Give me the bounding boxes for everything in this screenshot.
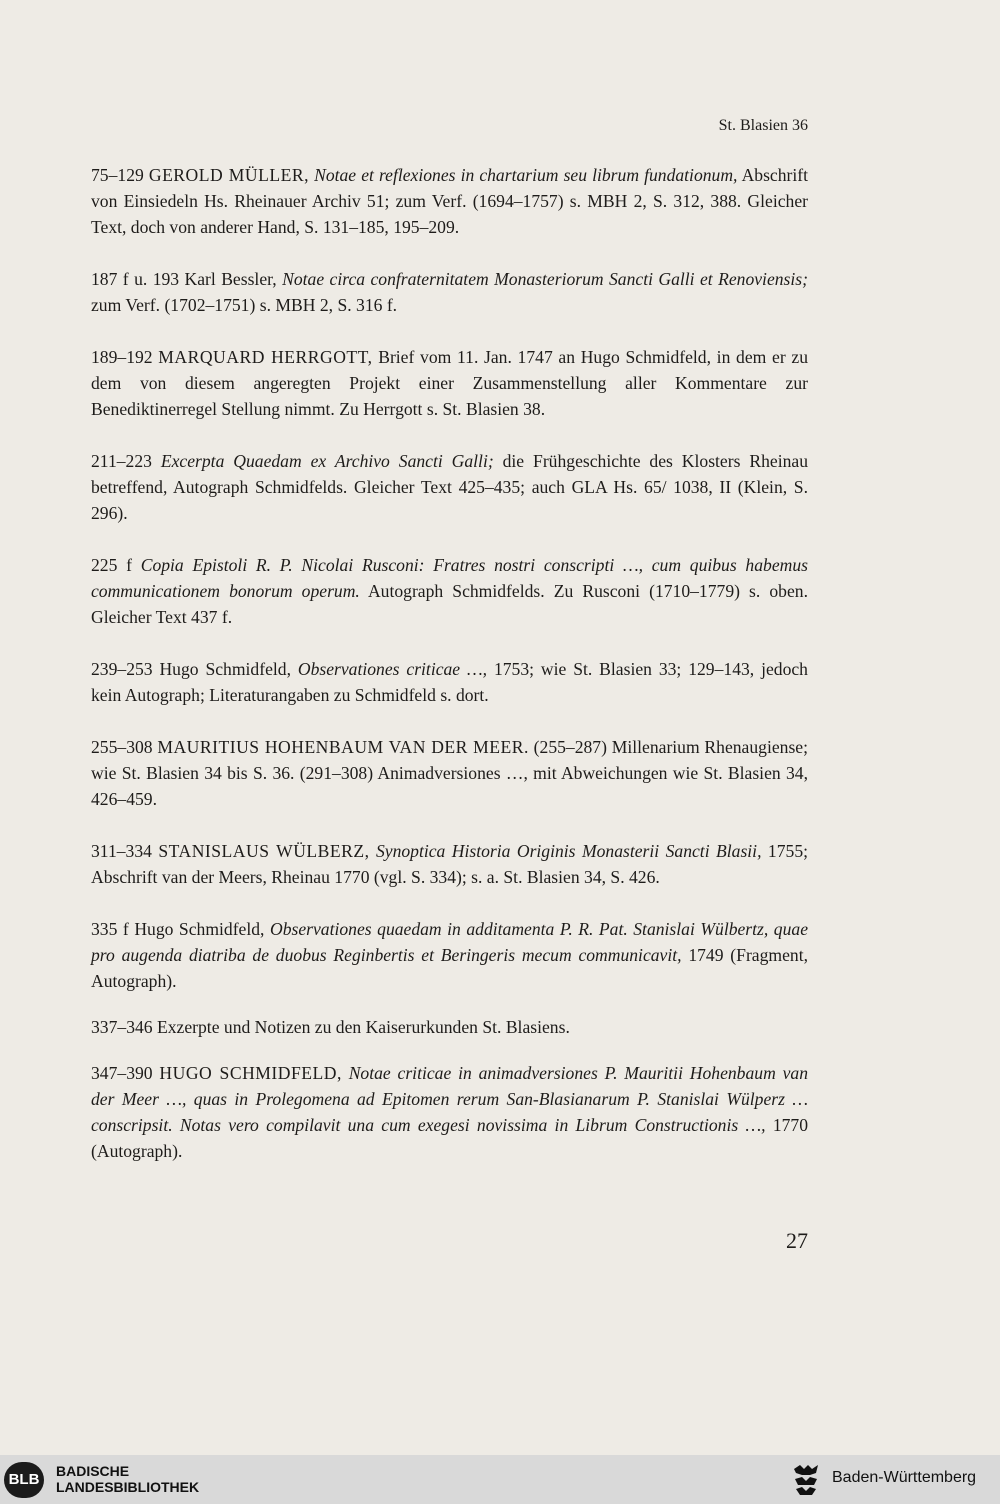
entry-pages: 239–253	[91, 659, 153, 679]
entry-text: 1755; Abschrift van der Meers, Rheinau 1770 (vgl. S. 334); s. a. St. Blasien 34, S. 426.	[91, 841, 808, 887]
state-name[interactable]: Baden-Württemberg	[832, 1469, 977, 1486]
entry-title: Notae criticae in animadversiones P. Mauritii Hohenbaum van der Meer …, quas in Prolegomena ad Epitomen rerum San-Blasianarum P. Stanislai Wülperz … conscripsit. Notas vero compilavit una cum exegesi novissima in Librum Constructionis …,	[91, 1063, 808, 1135]
entry-title: Copia Epistoli R. P. Nicolai Rusconi: Fratres nostri conscripti …, cum quibus habemus communicationem bonorum operum.	[91, 555, 808, 601]
entry-text: Exzerpte und Notizen zu den Kaiserurkunden St. Blasiens.	[156, 1017, 570, 1037]
entry-author: Hugo Schmidfeld,	[134, 919, 265, 939]
entry-text: Abschrift von Einsiedeln Hs. Rheinauer Archiv 51; zum Verf. (1694–1757) s. MBH 2, S. 312, 388. Gleicher Text, doch von anderer Hand, S. 131–185, 195–209.	[91, 165, 809, 237]
entry-author: MAURITIUS HOHENBAUM VAN DER MEER.	[157, 737, 529, 757]
entry-title: Notae et reflexiones in chartarium seu librum fundationum,	[314, 165, 738, 185]
entry-author: HUGO SCHMIDFELD,	[159, 1063, 342, 1083]
entry-list	[91, 162, 808, 1164]
entry	[91, 916, 808, 994]
entry-text: 1753; wie St. Blasien 33; 129–143, jedoch kein Autograph; Literaturangaben zu Schmidfeld s. dort.	[91, 659, 808, 705]
entry-pages: 347–390	[91, 1063, 153, 1083]
entry-title: Notae circa confraternitatem Monasteriorum Sancti Galli et Renoviensis;	[282, 269, 808, 289]
entry-author: MARQUARD HERRGOTT,	[158, 347, 373, 367]
entry	[91, 552, 808, 630]
entry-pages: 187 f u. 193	[91, 269, 180, 289]
entry-text: Autograph Schmidfelds. Zu Rusconi (1710–1779) s. oben. Gleicher Text 437 f.	[91, 581, 808, 627]
entry-pages: 75–129	[91, 165, 144, 185]
blb-logo[interactable]: BLB	[4, 1462, 44, 1498]
page-number: 27	[786, 1228, 808, 1253]
library-name-line2: LANDESBIBLIOTHEK	[56, 1479, 200, 1495]
entry-pages: 335 f	[91, 919, 129, 939]
library-name[interactable]	[56, 1463, 199, 1495]
entry-pages: 255–308	[91, 737, 153, 757]
entry-title: Excerpta Quaedam ex Archivo Sancti Galli;	[160, 451, 494, 471]
running-head: St. Blasien 36	[718, 117, 808, 134]
entry-pages: 337–346	[91, 1017, 153, 1037]
entry-text: die Frühgeschichte des Klosters Rheinau betreffend, Autograph Schmidfelds. Gleicher Text 425–435; auch GLA Hs. 65/ 1038, II (Klein, S. 296).	[91, 451, 808, 523]
entry-pages: 211–223	[91, 451, 152, 471]
footer-bar	[0, 1455, 1000, 1504]
entry-author: Hugo Schmidfeld,	[159, 659, 291, 679]
entry-text: 1749 (Fragment, Autograph).	[91, 945, 808, 991]
entry	[91, 344, 808, 422]
entry	[91, 266, 808, 318]
entry-author: STANISLAUS WÜLBERZ,	[158, 841, 370, 861]
entry-pages: 225 f	[91, 555, 132, 575]
entry	[91, 838, 808, 890]
entry-title: Observationes criticae …,	[297, 659, 488, 679]
entry	[91, 1060, 808, 1164]
coat-of-arms-icon	[790, 1463, 822, 1497]
entry-text: (255–287) Millenarium Rhenaugiense; wie St. Blasien 34 bis S. 36. (291–308) Animadversiones …, mit Abweichungen wie St. Blasien 34, 426–459.	[91, 737, 808, 809]
entry-title: Synoptica Historia Originis Monasterii Sancti Blasii,	[375, 841, 762, 861]
entry	[91, 734, 808, 812]
entry	[91, 162, 808, 240]
entry	[91, 1014, 808, 1040]
entry-author: GEROLD MÜLLER,	[148, 165, 310, 185]
entry	[91, 448, 808, 526]
entry	[91, 656, 808, 708]
entry-text: Brief vom 11. Jan. 1747 an Hugo Schmidfeld, in dem er zu dem von diesem angeregten Projekt einer Zusammenstellung aller Kommentare zur Benediktinerregel Stellung nimmt. Zu Herrgott s. St. Blasien 38.	[91, 347, 808, 419]
entry-pages: 189–192	[91, 347, 153, 367]
library-name-line1: BADISCHE	[56, 1463, 130, 1479]
entry-title: Observationes quaedam in additamenta P. R. Pat. Stanislai Wülbertz, quae pro augenda diatriba de duobus Reginbertis et Beringeris mecum communicavit,	[91, 919, 809, 965]
entry-pages: 311–334	[91, 841, 152, 861]
entry-text: zum Verf. (1702–1751) s. MBH 2, S. 316 f.	[91, 295, 398, 315]
entry-text: 1770 (Autograph).	[91, 1115, 808, 1161]
entry-author: Karl Bessler,	[184, 269, 277, 289]
